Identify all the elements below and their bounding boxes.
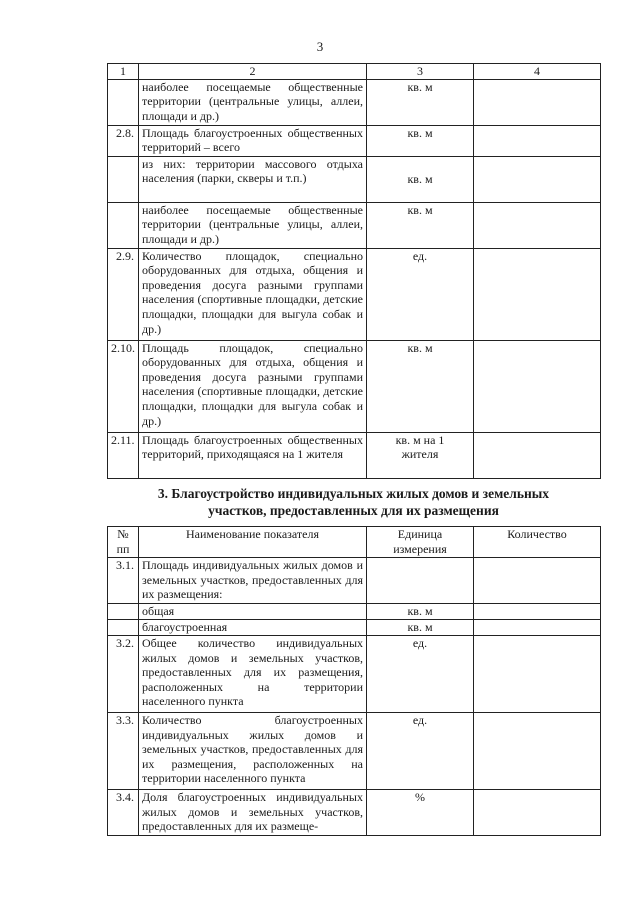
- row-number: [108, 156, 139, 202]
- table-row: [108, 79, 601, 125]
- row-number: [108, 202, 139, 248]
- header-number: № пп: [108, 527, 139, 558]
- indicator-name: наиболее посещаемые общественные территории (центральные улицы, аллеи, площади и др.): [139, 79, 367, 125]
- individual-houses-table: [107, 526, 601, 836]
- indicator-name: Площадь индивидуальных жилых домов и земельных участков, предоставленных для их размещения:: [139, 558, 367, 604]
- indicator-quantity: [474, 790, 601, 836]
- table-row: [108, 636, 601, 713]
- section-3-title: [107, 485, 600, 519]
- indicator-quantity: [474, 125, 601, 156]
- column-number-2: 2: [139, 64, 367, 80]
- indicator-name: Площадь площадок, специально оборудованных для отдыха, общения и проведения досуга разными группами населения (спортивные площадки, детские площадки, площадки для выгула собак и др.): [139, 340, 367, 432]
- table-row: [108, 713, 601, 790]
- row-number: 2.8.: [108, 125, 139, 156]
- row-number: 3.3.: [108, 713, 139, 790]
- table-row: [108, 620, 601, 636]
- indicator-unit: кв. м: [367, 79, 474, 125]
- table-header-row: [108, 527, 601, 558]
- row-number: 3.1.: [108, 558, 139, 604]
- indicator-unit: [367, 558, 474, 604]
- indicator-name: общая: [139, 604, 367, 620]
- table-row: [108, 248, 601, 340]
- indicator-quantity: [474, 558, 601, 604]
- row-number: 3.2.: [108, 636, 139, 713]
- table-row: [108, 790, 601, 836]
- indicator-unit: кв. м: [367, 202, 474, 248]
- header-quantity: Количество: [474, 527, 601, 558]
- row-number: 3.4.: [108, 790, 139, 836]
- indicator-unit: кв. м: [367, 620, 474, 636]
- indicator-unit: ед.: [367, 636, 474, 713]
- table-row: [108, 156, 601, 202]
- table-row: [108, 604, 601, 620]
- indicator-quantity: [474, 248, 601, 340]
- indicator-name: из них: территории массового отдыха населения (парки, скверы и т.п.): [139, 156, 367, 202]
- indicator-quantity: [474, 432, 601, 478]
- column-number-1: 1: [108, 64, 139, 80]
- column-numbers-row: [108, 64, 601, 80]
- table-row: [108, 125, 601, 156]
- indicator-quantity: [474, 713, 601, 790]
- row-number: [108, 604, 139, 620]
- column-number-4: 4: [474, 64, 601, 80]
- row-number: 2.9.: [108, 248, 139, 340]
- column-number-3: 3: [367, 64, 474, 80]
- table-row: [108, 340, 601, 432]
- indicator-name: благоустроенная: [139, 620, 367, 636]
- indicator-name: Площадь благоустроенных общественных территорий, приходящаяся на 1 жителя: [139, 432, 367, 478]
- indicator-unit: кв. м: [367, 125, 474, 156]
- indicator-unit: кв. м на 1 жителя: [367, 432, 474, 478]
- row-number: 2.10.: [108, 340, 139, 432]
- indicator-quantity: [474, 604, 601, 620]
- indicator-unit: кв. м: [367, 156, 474, 202]
- header-unit: Единица измерения: [367, 527, 474, 558]
- indicator-unit: ед.: [367, 713, 474, 790]
- indicator-unit: кв. м: [367, 340, 474, 432]
- section-3-title-line-1: 3. Благоустройство индивидуальных жилых домов и земельных: [157, 486, 550, 501]
- indicator-name: Количество благоустроенных индивидуальных жилых домов и земельных участков, предоставленных для их размещения, расположенных на территории населенного пункта: [139, 713, 367, 790]
- indicator-unit: ед.: [367, 248, 474, 340]
- indicator-name: Доля благоустроенных индивидуальных жилых домов и земельных участков, предоставленных для их размеще-: [139, 790, 367, 836]
- table-row: [108, 558, 601, 604]
- indicators-table-continued: [107, 63, 601, 479]
- indicator-unit: %: [367, 790, 474, 836]
- table-row: [108, 202, 601, 248]
- row-number: [108, 79, 139, 125]
- indicator-quantity: [474, 202, 601, 248]
- page-number: 3: [316, 39, 324, 54]
- indicator-name: Количество площадок, специально оборудованных для отдыха, общения и проведения досуга разными группами населения (спортивные площадки, детские площадки, площадки для выгула собак и др.): [139, 248, 367, 340]
- section-3-title-line-2: участков, предоставленных для их размещения: [208, 503, 499, 518]
- table-row: [108, 432, 601, 478]
- indicator-name: Площадь благоустроенных общественных территорий – всего: [139, 125, 367, 156]
- indicator-quantity: [474, 156, 601, 202]
- indicator-quantity: [474, 340, 601, 432]
- indicator-quantity: [474, 79, 601, 125]
- indicator-name: наиболее посещаемые общественные территории (центральные улицы, аллеи, площади и др.): [139, 202, 367, 248]
- row-number: 2.11.: [108, 432, 139, 478]
- header-name: Наименование показателя: [139, 527, 367, 558]
- indicator-unit: кв. м: [367, 604, 474, 620]
- indicator-quantity: [474, 620, 601, 636]
- indicator-quantity: [474, 636, 601, 713]
- row-number: [108, 620, 139, 636]
- indicator-name: Общее количество индивидуальных жилых домов и земельных участков, предоставленных для их размещения, расположенных на территории населенного пункта: [139, 636, 367, 713]
